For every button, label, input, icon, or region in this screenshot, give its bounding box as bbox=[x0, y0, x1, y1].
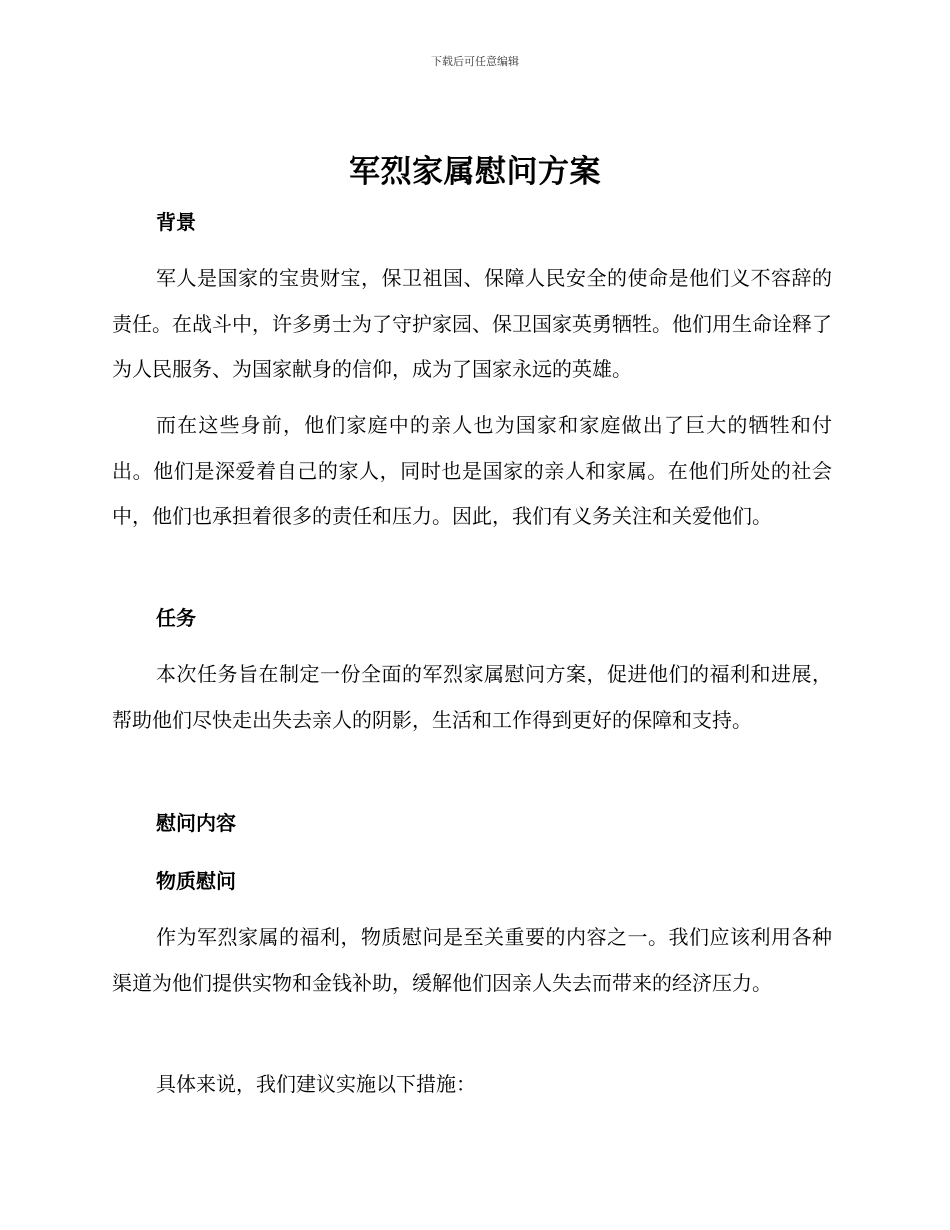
document-title: 军烈家属慰问方案 bbox=[349, 154, 601, 190]
section-heading-material: 物质慰问 bbox=[156, 869, 236, 893]
paragraph-material-2: 具体来说，我们建议实施以下措施： bbox=[156, 1072, 476, 1096]
paragraph-background-1: 军人是国家的宝贵财宝，保卫祖国、保障人民安全的使命是他们义不容辞的责任。在战斗中，许多勇士为了守护家园、保卫国家英勇牺牲。他们用生命诠释了为人民服务、为国家献身的信仰，成为了国家永远的英雄。 bbox=[112, 266, 832, 381]
section-heading-content: 慰问内容 bbox=[156, 811, 236, 835]
paragraph-task-1: 本次任务旨在制定一份全面的军烈家属慰问方案，促进他们的福利和进展，帮助他们尽快走出失去亲人的阴影，生活和工作得到更好的保障和支持。 bbox=[112, 662, 832, 732]
section-heading-task: 任务 bbox=[156, 606, 196, 630]
paragraph-material-1: 作为军烈家属的福利，物质慰问是至关重要的内容之一。我们应该利用各种渠道为他们提供实物和金钱补助，缓解他们因亲人失去而带来的经济压力。 bbox=[112, 925, 832, 995]
header-note: 下载后可任意编辑 bbox=[431, 55, 519, 68]
paragraph-background-2: 而在这些身前，他们家庭中的亲人也为国家和家庭做出了巨大的牺牲和付出。他们是深爱着自己的家人，同时也是国家的亲人和家属。在他们所处的社会中，他们也承担着很多的责任和压力。因此，我们有义务关注和关爱他们。 bbox=[112, 413, 832, 528]
section-heading-background: 背景 bbox=[156, 210, 196, 234]
